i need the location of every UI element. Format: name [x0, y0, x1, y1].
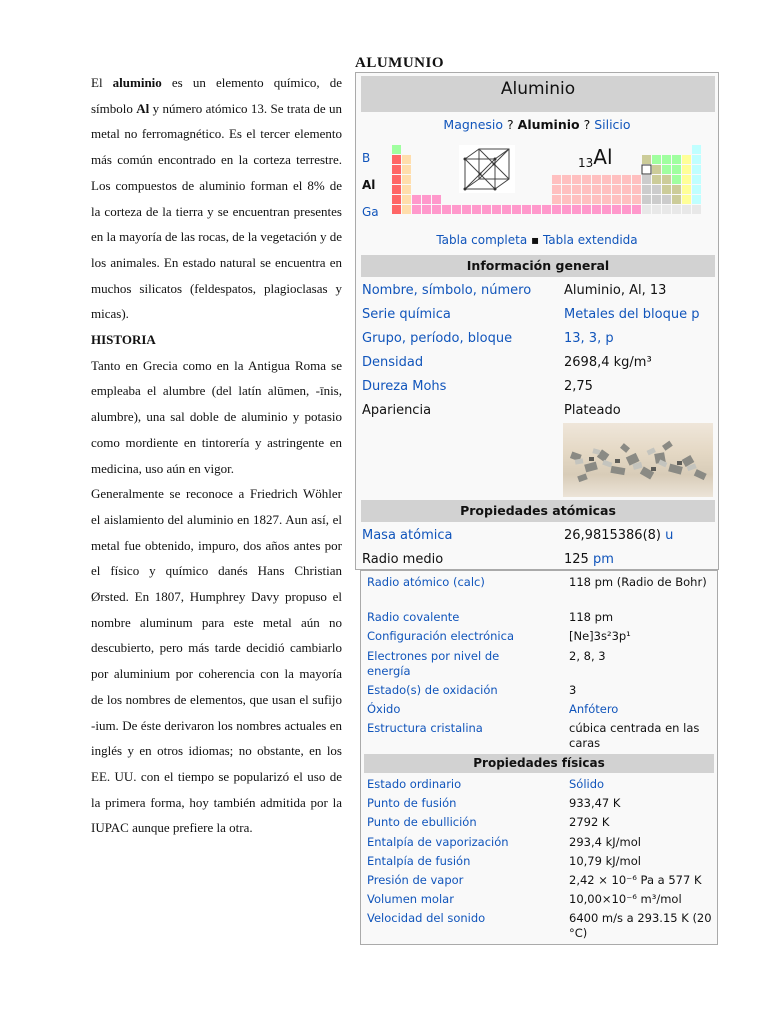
- general-row: [362, 379, 714, 401]
- aluminium-pieces-image: [563, 423, 713, 497]
- physical-value: 10,00×10⁻⁶ m³/mol: [569, 892, 682, 906]
- atomic-key: Radio medio: [362, 552, 444, 567]
- nav-next-link[interactable]: Silicio: [594, 117, 631, 132]
- complete-table-link[interactable]: Tabla completa: [436, 233, 528, 247]
- physical-key[interactable]: Punto de ebullición: [367, 815, 477, 829]
- general-row: [362, 403, 714, 425]
- physical-key[interactable]: Estado ordinario: [367, 777, 462, 791]
- nav-separator: ?: [579, 117, 595, 132]
- general-row: [362, 355, 714, 377]
- atomic-key[interactable]: Óxido: [367, 702, 401, 716]
- history-paragraph-2: Generalmente se reconoce a Friedrich Wöhler el aislamiento del aluminio en 1827. Aun así, el metal fue obtenido, impuro, dos años antes por el físico y químico danés Hans Christian Ørsted. En 1807, Humphrey Davy propuso el nombre aluminum para este metal aún no descubierto, pero más tarde decidió cambiarlo por aluminium por coherencia con la mayoría de los nombres de elementos, que usan el sufijo -ium. De éste derivaron los nombres actuales en inglés y en otros idiomas; no obstante, en los EE. UU. con el tiempo se popularizó el uso de la primera forma, hoy también admitida por la IUPAC aunque prefiere la otra.: [91, 486, 342, 836]
- element-navigation: [356, 117, 718, 132]
- nav-separator: ?: [503, 117, 518, 132]
- physical-value: 2792 K: [569, 815, 610, 829]
- atomic-key[interactable]: Radio covalente: [367, 610, 460, 624]
- atomic-key[interactable]: Electrones por nivel de energía: [367, 649, 500, 678]
- general-key[interactable]: Serie química: [362, 307, 451, 322]
- document-title: ALUMUNIO: [355, 55, 444, 71]
- intro-paragraph: [91, 70, 342, 327]
- atomic-value: [Ne]3s²3p¹: [569, 629, 631, 643]
- general-row: [362, 307, 714, 329]
- link-separator: ▪: [527, 233, 543, 247]
- aluminium-sample-photo: [563, 423, 713, 497]
- atomic-key[interactable]: Estado(s) de oxidación: [367, 683, 498, 697]
- element-symbol-display: [578, 145, 613, 170]
- general-key: Apariencia: [362, 403, 432, 418]
- atomic-key[interactable]: Estructura cristalina: [367, 721, 483, 735]
- atomic-value: cúbica centrada en las caras: [569, 721, 700, 750]
- physical-props-header: Propiedades físicas: [364, 754, 714, 773]
- pt-label-self: Al: [362, 178, 376, 192]
- crystal-structure-image: [459, 145, 515, 193]
- atomic-value: 3: [569, 683, 577, 697]
- general-value: 2,75: [564, 379, 593, 394]
- intro-text-2: es un elemento químico, de símbolo: [91, 75, 342, 116]
- article-text: [91, 70, 342, 841]
- general-row: [362, 331, 714, 353]
- general-key[interactable]: Densidad: [362, 355, 424, 370]
- general-value[interactable]: 13, 3, p: [564, 331, 614, 346]
- infobox-top: [355, 72, 719, 570]
- atomic-mass-unit-link[interactable]: u: [665, 528, 674, 543]
- atomic-number: 13: [578, 156, 594, 170]
- physical-key[interactable]: Punto de fusión: [367, 796, 457, 810]
- physical-key[interactable]: Entalpía de fusión: [367, 854, 471, 868]
- atomic-value: 118 pm: [569, 610, 614, 624]
- atomic-value: 2, 8, 3: [569, 649, 606, 663]
- mean-radius-number: 125: [564, 552, 593, 567]
- physical-value[interactable]: Sólido: [569, 777, 605, 791]
- physical-value: 6400 m/s a 293.15 K (20 °C): [569, 911, 712, 940]
- physical-key[interactable]: Presión de vapor: [367, 873, 464, 887]
- element-symbol: Al: [593, 145, 613, 169]
- physical-value: 2,42 × 10⁻⁶ Pa a 577 K: [569, 873, 702, 887]
- general-key[interactable]: Dureza Mohs: [362, 379, 447, 394]
- nav-current: Aluminio: [517, 117, 580, 132]
- mean-radius-unit-link[interactable]: pm: [592, 552, 614, 567]
- physical-value: 293,4 kJ/mol: [569, 835, 641, 849]
- general-key[interactable]: Nombre, símbolo, número: [362, 283, 532, 298]
- pt-cells-d-block: [552, 175, 641, 204]
- pt-cells-p-block: [642, 145, 701, 214]
- atomic-key[interactable]: Masa atómica: [362, 528, 453, 543]
- physical-key[interactable]: Volumen molar: [367, 892, 454, 906]
- table-links: [356, 233, 718, 247]
- atomic-mass-number: 26,9815386(8): [564, 528, 666, 543]
- general-row: [362, 283, 714, 305]
- physical-key[interactable]: Velocidad del sonido: [367, 911, 486, 925]
- atomic-value[interactable]: Anfótero: [569, 702, 619, 716]
- general-value[interactable]: Metales del bloque p: [564, 307, 700, 322]
- physical-value: 10,79 kJ/mol: [569, 854, 641, 868]
- general-value: 2698,4 kg/m³: [564, 355, 652, 370]
- intro-text-1: El: [91, 75, 113, 90]
- infobox-title: Aluminio: [361, 76, 715, 112]
- extended-table-link[interactable]: Tabla extendida: [542, 233, 638, 247]
- general-value: Aluminio, Al, 13: [564, 283, 667, 298]
- physical-value: 933,47 K: [569, 796, 621, 810]
- history-heading: HISTORIA: [91, 332, 156, 348]
- physical-key[interactable]: Entalpía de vaporización: [367, 835, 509, 849]
- infobox-bottom: [360, 570, 718, 945]
- atomic-key[interactable]: Radio atómico (calc): [367, 575, 485, 589]
- atomic-key[interactable]: Configuración electrónica: [367, 629, 515, 643]
- atomic-row: [362, 528, 714, 550]
- history-paragraph-1: Tanto en Grecia como en la Antigua Roma se empleaba el alumbre (del latín alūmen, -īnis, alumbre), una sal doble de aluminio y potasio como mordiente en tintorería y astringente en medicina, uso aún en vigor.: [91, 357, 342, 476]
- pt-label-above[interactable]: B: [362, 151, 371, 165]
- atomic-value: 118 pm (Radio de Bohr): [569, 575, 707, 589]
- general-value: Plateado: [564, 403, 621, 418]
- atomic-value: [564, 528, 673, 543]
- mini-periodic-table: [392, 143, 704, 233]
- cubic-lattice-icon: [459, 145, 515, 193]
- group-labels: [362, 145, 379, 226]
- intro-text-3: y número atómico 13. Se trata de un metal no ferromagnético. Es el tercer elemento más común encontrado en la corteza terrestre. Los compuestos de aluminio forman el 8% de la corteza de la tierra y se encuentran presentes en la mayoría de las rocas, de la vegetación y de los animales. En estado natural se encuentra en muchos silicatos (feldespatos, plagioclasas y micas).: [91, 100, 342, 322]
- atomic-value: [564, 552, 614, 567]
- intro-bold-symbol: Al: [136, 100, 150, 116]
- intro-bold-name: aluminio: [112, 75, 162, 90]
- pt-cells-s-block: [392, 145, 411, 214]
- general-key[interactable]: Grupo, período, bloque: [362, 331, 513, 346]
- atomic-props-header: Propiedades atómicas: [361, 500, 715, 522]
- general-info-header: Información general: [361, 255, 715, 277]
- pt-label-below[interactable]: Ga: [362, 205, 379, 219]
- nav-prev-link[interactable]: Magnesio: [443, 117, 504, 132]
